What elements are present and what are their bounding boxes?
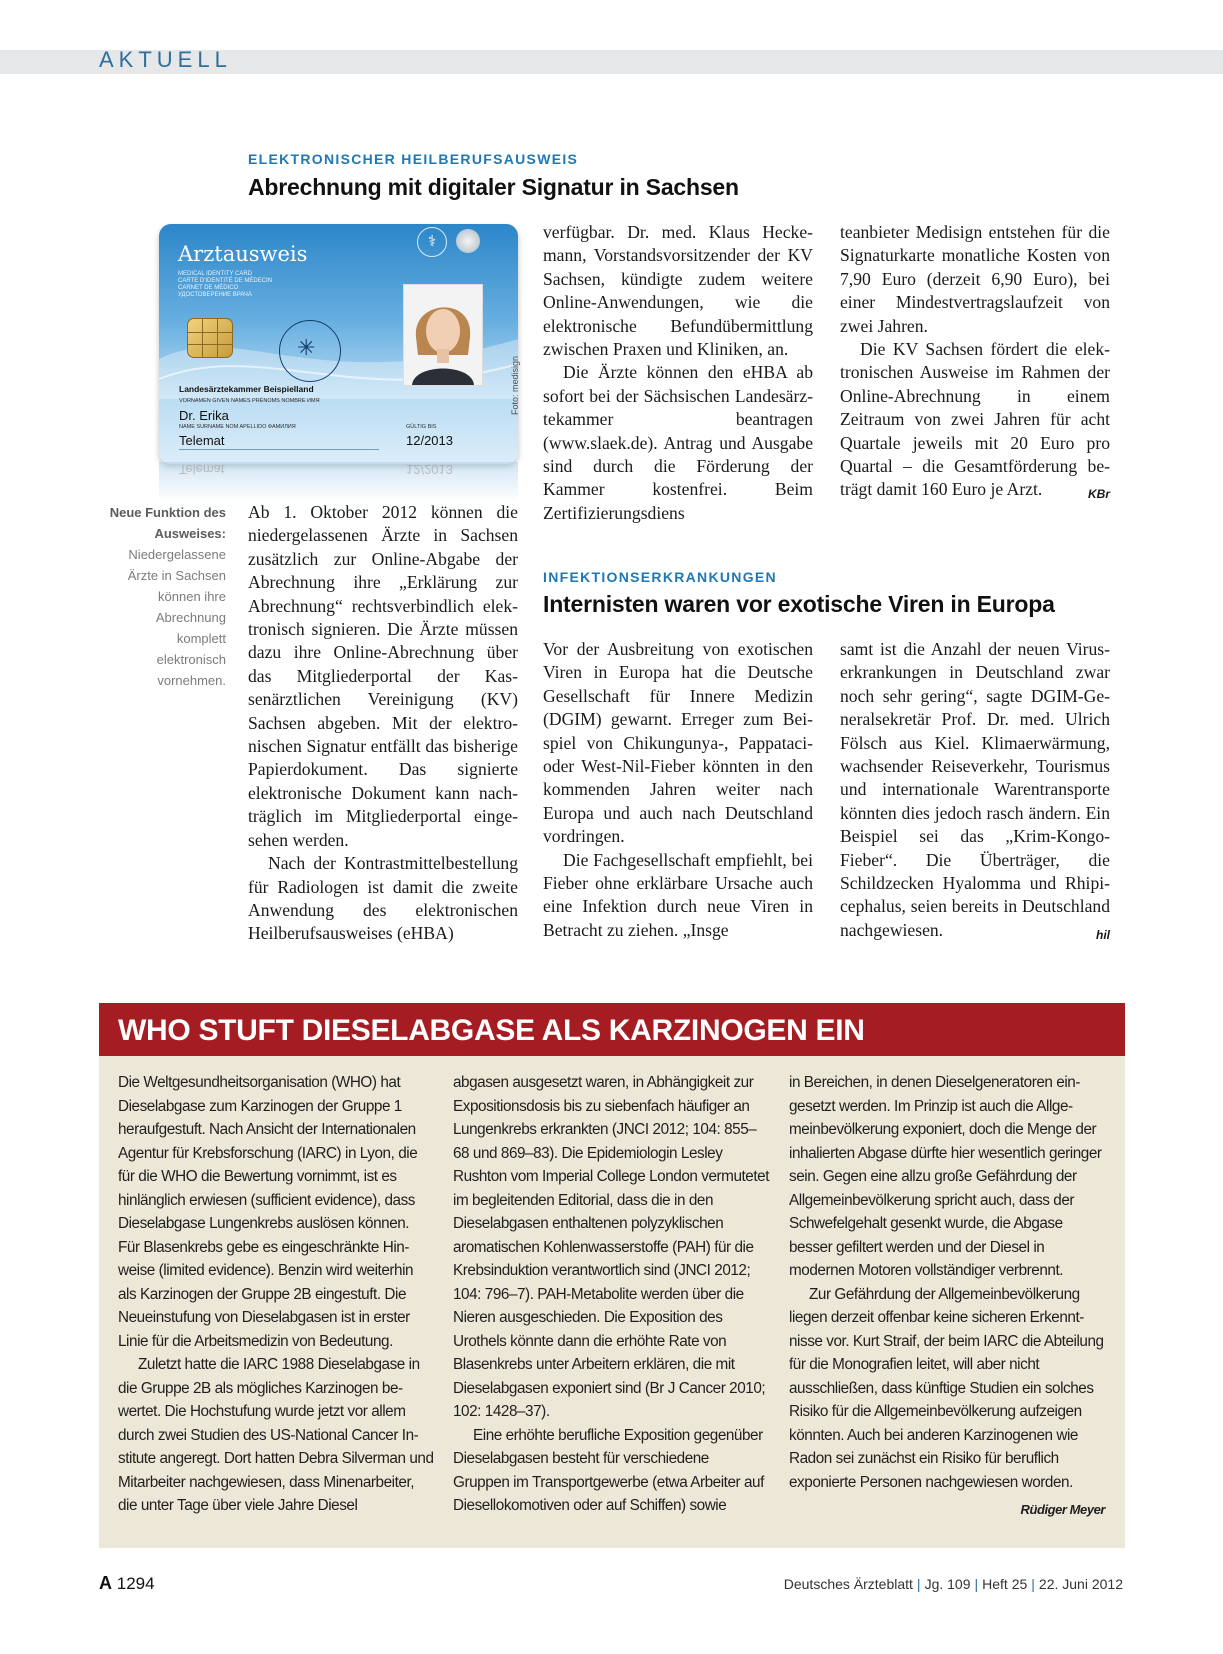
info-box-title: WHO STUFT DIESELABGASE ALS KARZINOGEN EIN [118, 1014, 865, 1047]
journal-name: Deutsches Ärzteblatt [783, 1576, 913, 1592]
paragraph [840, 338, 1110, 502]
page-number-value: 1294 [116, 1574, 155, 1593]
paragraph: Vor der Ausbreitung von exotischen Viren in Europa hat die Deutsche Gesellschaft für Innere Medizin (DGIM) gewarnt. Erreger zum Beispiel von Chikungunya-, Pappataci- oder West-Nil-Fieber könnten in den kommenden Jahren weiter nach Europa und auch nach Deutschland vordringen. [543, 639, 813, 847]
card-holder-surname: Telemat [179, 433, 225, 448]
box-column-2 [453, 1071, 769, 1518]
paragraph: Die Weltgesundheitsorganisation (WHO) hat Dieselabgase zum Karzinogen der Gruppe 1 heraufgestuft. Nach Ansicht der Internationalen Agentur für Krebsforschung (IARC) in Lyon, die für die WHO die Bewertung vornimmt, ist es hinlänglich erwiesen (sufficient evidence), dass Dieselabgase Lungenkrebs auslösen können. Für Blasenkrebs gebe es eingeschränkte Hinweise (limited evidence). Benzin wird weiterhin als Karzinogen der Gruppe 2B eingestuft. Die Neueinstufung von Dieselabgasen ist in erster Linie für die Arbeitsmedizin von Bedeutung. [118, 1074, 418, 1350]
paragraph [789, 1283, 1105, 1517]
article1-column-2 [543, 221, 813, 525]
reflection-text: 12/2013 [406, 462, 453, 477]
id-card-image [159, 224, 518, 464]
box-column-3 [789, 1071, 1105, 1522]
caption-text: Niedergelassene Ärzte in Sachsen können ihre Abrechnung komplett elektronisch vornehmen. [127, 547, 226, 688]
paragraph: Eine erhöhte berufliche Exposition gegenüber Dieselabgasen besteht für verschiedene Gruppen im Transportgewerbe (etwa Arbeiter auf Diesellokomotiven oder auf Schiffen) sowie [453, 1426, 764, 1514]
paragraph-text: Zur Gefährdung der Allgemeinbevölkerung liegen derzeit offenbar keine sicheren Erkenntnisse vor. Kurt Straif, der beim IARC die Abteilung für die Monografien leitet, will aber nicht ausschließen, dass künftige Studien ein solches Risiko für die Allgemeinbevölkerung aufzeigen könnten. Auch bei anderen Karzinogenen wie Radon sei zunächst ein Risiko für beruflich exponierte Personen nachgewiesen worden. [789, 1285, 1104, 1491]
paragraph: in Bereichen, in denen Dieselgeneratoren eingesetzt werden. Im Prinzip ist auch die Allgemeinbevölkerung exponiert, doch die Menge der inhalierten Abgase dürfte hier wesentlich geringer sein. Gegen eine allzu große Gefährdung der Allgemeinbevölkerung spricht auch, dass der Schwefelgehalt gesenkt wurde, die Abgase besser gefiltert werden und der Diesel in modernen Motoren vollständiger verbrennt. [789, 1074, 1102, 1279]
card-divider [179, 449, 379, 450]
card-holder-name: Dr. Erika [179, 408, 229, 423]
section-label: AKTUELL [99, 47, 232, 72]
page-number [99, 1573, 155, 1594]
card-valid-date: 12/2013 [406, 433, 453, 448]
paragraph: abgasen ausgesetzt waren, in Abhängigkeit zur Expositionsdosis bis zu siebenfach häufiger an Lungenkrebs erkrankten (JNCI 2012; 104: 855–68 und 869–83). Die Epidemiologin Lesley Rushton vom Imperial College London vermutetet im begleitenden Editorial, dass die in den Dieselabgasen enthaltenen polyzyklischen aromatischen Kohlenwasserstoffe (PAH) für die Krebsinduktion verantwortlich sind (JNCI 2012; 104: 796–7). PAH-Metabolite werden über die Nieren ausgeschieden. Die Exposition des Urothels könnte dann die erhöhte Rate von Blasenkrebs unter Arbeitern erklären, die mit Dieselabgasen exponiert sind (Br J Cancer 2010; 102: 1428–37). [453, 1074, 770, 1420]
separator: | [916, 1576, 921, 1592]
paragraph: Zuletzt hatte die IARC 1988 Dieselabgase in die Gruppe 2B als mögliches Karzinogen bewertet. Die Hochstufung wurde jetzt vor allem durch zwei Studien des US-National Cancer Institute angeregt. Dort hatten Debra Silverman und Mitarbeiter nachgewiesen, dass Minenarbeiter, die unter Tage über viele Jahre Diesel [118, 1356, 434, 1514]
article1-headline: Abrechnung mit digitaler Signatur in Sachsen [248, 174, 739, 200]
article2-column-2 [840, 638, 1110, 947]
hologram-icon [456, 229, 480, 253]
portrait-icon [404, 285, 482, 385]
portrait-photo [403, 284, 483, 386]
paragraph [840, 638, 1110, 942]
card-sub-line: УДОСТОВЕРЕНИЕ ВРАЧА [178, 292, 252, 298]
paragraph: teanbieter Medisign entstehen für die Signaturkarte monatliche Kosten von 7,90 Euro (derzeit 6,90 Euro), bei einer Mindestvertragslaufzeit von zwei Jahren. [840, 222, 1110, 336]
box-column-1 [118, 1071, 434, 1518]
box-signature: Rüdiger Meyer [1020, 1502, 1105, 1517]
card-reflection [159, 462, 518, 502]
caduceus-icon: ⚕ [417, 227, 447, 257]
article2-signature: hil [1096, 927, 1110, 942]
reflection-text: Telemat [179, 462, 225, 477]
journal-meta [784, 1576, 1123, 1592]
article1-kicker: ELEKTRONISCHER HEILBERUFSAUSWEIS [248, 151, 579, 167]
article2-kicker: INFEKTIONSERKRANKUNGEN [543, 569, 777, 585]
article2-headline: Internisten waren vor exotische Viren in Europa [543, 591, 1055, 617]
seal-star-icon: ✳ [297, 335, 316, 360]
card-name-labels: VORNAMEN GIVEN NAMES PRÉNOMS NOMBRE ИМЯ [179, 398, 320, 404]
card-valid-label: GÜLTIG BIS [406, 424, 437, 430]
article1-column-3 [840, 221, 1110, 507]
paragraph: Die Ärzte können den eHBA ab sofort bei der Sächsischen Landesärztekammer beantragen (www.slaek.de). Antrag und Ausgabe sind durch die Förderung der Kammer kostenfrei. Beim Zertifizierungsdiens [543, 362, 813, 523]
paragraph-text: samt ist die Anzahl der neuen Viruserkrankungen in Deutschland zwar noch sehr gering“, sagte DGIM-Generalsekretär Prof. Dr. med. Ulrich Fölsch aus Kiel. Klimaerwärmung, wachsender Reiseverkehr, Tourismus und internationale Warentransporte könnten dies jedoch rasch ändern. Ein Beispiel sei das „Krim-Kongo-Fieber“. Die Überträger, die Schildzecken Hyalomma und Rhipicephalus, seien bereits in Deutschland nachgewiesen. [840, 639, 1110, 940]
paragraph: Nach der Kontrastmittelbestellung für Radiologen ist damit die zweite Anwendung des elektronischen Heilberufsausweises (eHBA) [248, 853, 518, 944]
card-sub-line: MEDICAL IDENTITY CARD [178, 271, 253, 277]
paragraph-text: Die KV Sachsen fördert die elektronischen Ausweise im Rahmen der Online-Abrechnung in einem Zeitraum von zwei Jahren für acht Quartale jeweils mit 20 Euro pro Quartal – die Gesamtförderung beträgt damit 160 Euro je Arzt. [840, 339, 1110, 500]
image-caption [104, 502, 226, 691]
paragraph: Die Fachgesellschaft empfiehlt, bei Fieber ohne erklärbare Ursache auch eine Infektion durch neue Viren in Betracht zu ziehen. „Insge [543, 849, 813, 940]
journal-volume: Jg. 109 [924, 1576, 971, 1592]
card-sub-line: CARNET DE MÉDICO [178, 285, 239, 291]
card-surname-labels: NAME SURNAME NOM APELLIDO ФАМИЛИЯ [179, 424, 296, 430]
photo-credit: Foto: medisign [510, 355, 520, 415]
article2-column-1 [543, 638, 813, 942]
journal-issue: Heft 25 [982, 1576, 1028, 1592]
card-title: Arztausweis [178, 242, 308, 266]
page-prefix: A [99, 1573, 112, 1593]
card-issuer: Landesärztekammer Beispielland [179, 384, 314, 394]
card-sub-line: CARTE D'IDENTITÉ DE MÉDECIN [178, 278, 273, 284]
article1-column-1 [248, 501, 518, 946]
separator: | [974, 1576, 979, 1592]
paragraph: verfügbar. Dr. med. Klaus Heckemann, Vorstandsvorsitzender der KV Sachsen, kündigte zudem weitere Online-Anwendungen, wie die elektronische Befundübermittlung zwischen Praxen und Kliniken, an. [543, 222, 813, 360]
paragraph: Ab 1. Oktober 2012 können die niedergelassenen Ärzte in Sachsen zusätzlich zur Online-Abgabe der Abrechnung ihre „Erklärung zur Abrechnung“ rechtsverbindlich elektronisch signieren. Die Ärzte müssen dazu ihre Online-Abrechnung über das Mitgliederportal der Kassenärztlichen Vereinigung (KV) Sachsen abgeben. Mit der elektronischen Signatur entfällt das bisherige Papierdokument. Das signierte elektronische Dokument kann nachträglich im Mitgliederportal eingesehen werden. [248, 502, 518, 850]
article1-signature: KBr [1087, 487, 1110, 502]
caption-title: Neue Funktion des Ausweises: [109, 505, 226, 541]
separator: | [1031, 1576, 1035, 1592]
journal-date: 22. Juni 2012 [1038, 1576, 1123, 1592]
card-subtitles [178, 271, 318, 299]
chip-icon [187, 318, 233, 358]
